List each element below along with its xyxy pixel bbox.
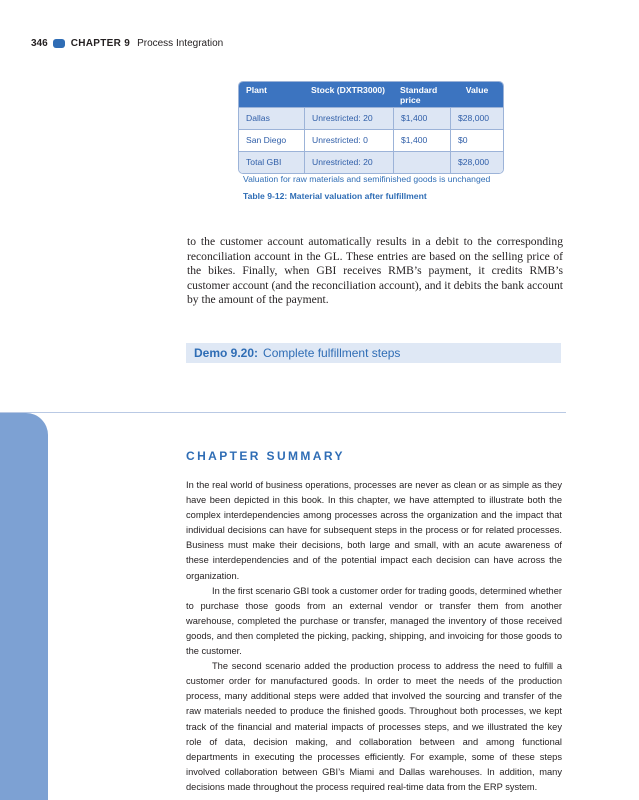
demo-callout: [186, 343, 561, 363]
table-header-row: [239, 82, 503, 107]
section-divider: [0, 412, 566, 413]
demo-title: Complete fulfillment steps: [263, 346, 401, 360]
page-number: 346: [31, 38, 48, 49]
table-cell: [393, 151, 450, 173]
table-row: [239, 107, 503, 129]
table-cell: San Diego: [239, 129, 304, 151]
chapter-title: Process Integration: [137, 38, 224, 49]
table-caption: Table 9-12: Material valuation after fulfillment: [243, 191, 427, 201]
demo-label: Demo 9.20:: [194, 346, 259, 360]
table-cell: $28,000: [450, 151, 503, 173]
body-paragraph: to the customer account automatically results in a debit to the corresponding reconciliation account in the GL. These entries are based on the selling price of the bikes. Finally, when GBI receives RMB’s payment, it credits RMB’s customer account (and the reconciliation account), and it debits the bank account by the amount of the payment.: [187, 235, 563, 306]
table-row: [239, 151, 503, 173]
table-cell: Unrestricted: 0: [304, 129, 393, 151]
table-cell: $28,000: [450, 107, 503, 129]
table-row: [239, 129, 503, 151]
summary-paragraph: The second scenario added the production process to address the need to fulfill a customer order for manufactured goods. In order to meet the needs of the production process, many additional steps were added that involved the sourcing and transfer of the raw materials needed to produce the finished goods. Throughout both processes, we kept track of the financial and material impacts of processes steps, and we illustrated the key role of data, decision making, and collaboration between and among functional departments in executing the processes efficiently. For example, some of these steps involved collaboration between GBI’s Miami and Dallas warehouses. In addition, many decisions made throughout the process required real-time data from the ERP system.: [186, 661, 562, 792]
table-cell: $0: [450, 129, 503, 151]
table-cell: Total GBI: [239, 151, 304, 173]
header-plant: Plant: [239, 82, 304, 107]
table-cell: Unrestricted: 20: [304, 107, 393, 129]
table-cell: Unrestricted: 20: [304, 151, 393, 173]
chapter-label: CHAPTER 9: [70, 38, 131, 49]
table-cell: $1,400: [393, 129, 450, 151]
material-valuation-table: [238, 81, 504, 174]
header-standard-price: Standard price: [393, 82, 450, 107]
chapter-side-band: [0, 413, 48, 800]
summary-paragraph: In the real world of business operations, processes are never as clean or as simple as they have been depicted in this book. In this chapter, we have attempted to illustrate both the complex interdependencies among processes across the organization and the impact that individual decisions can have for subsequent steps in the process or for related processes. Business must make their decisions, both large and small, with an acute awareness of these interdependencies and of the potential impact each decision can have across the organization.: [186, 480, 562, 581]
header-value: Value: [450, 82, 503, 107]
table-note: Valuation for raw materials and semifinished goods is unchanged: [243, 174, 491, 184]
running-head: [31, 38, 223, 49]
table-cell: $1,400: [393, 107, 450, 129]
chapter-marker-icon: [53, 39, 65, 48]
header-stock: Stock (DXTR3000): [304, 82, 393, 107]
chapter-summary-heading: CHAPTER SUMMARY: [186, 449, 345, 463]
summary-paragraph: In the first scenario GBI took a customer order for trading goods, determined whether to purchase those goods from an external vendor or transfer them from another warehouse, completed the purchase or transfer, managed the inventory of those received goods, and then completed the picking, packing, shipping, and invoicing for those goods to the customer.: [186, 585, 562, 657]
chapter-summary-body: [186, 478, 562, 795]
table-cell: Dallas: [239, 107, 304, 129]
